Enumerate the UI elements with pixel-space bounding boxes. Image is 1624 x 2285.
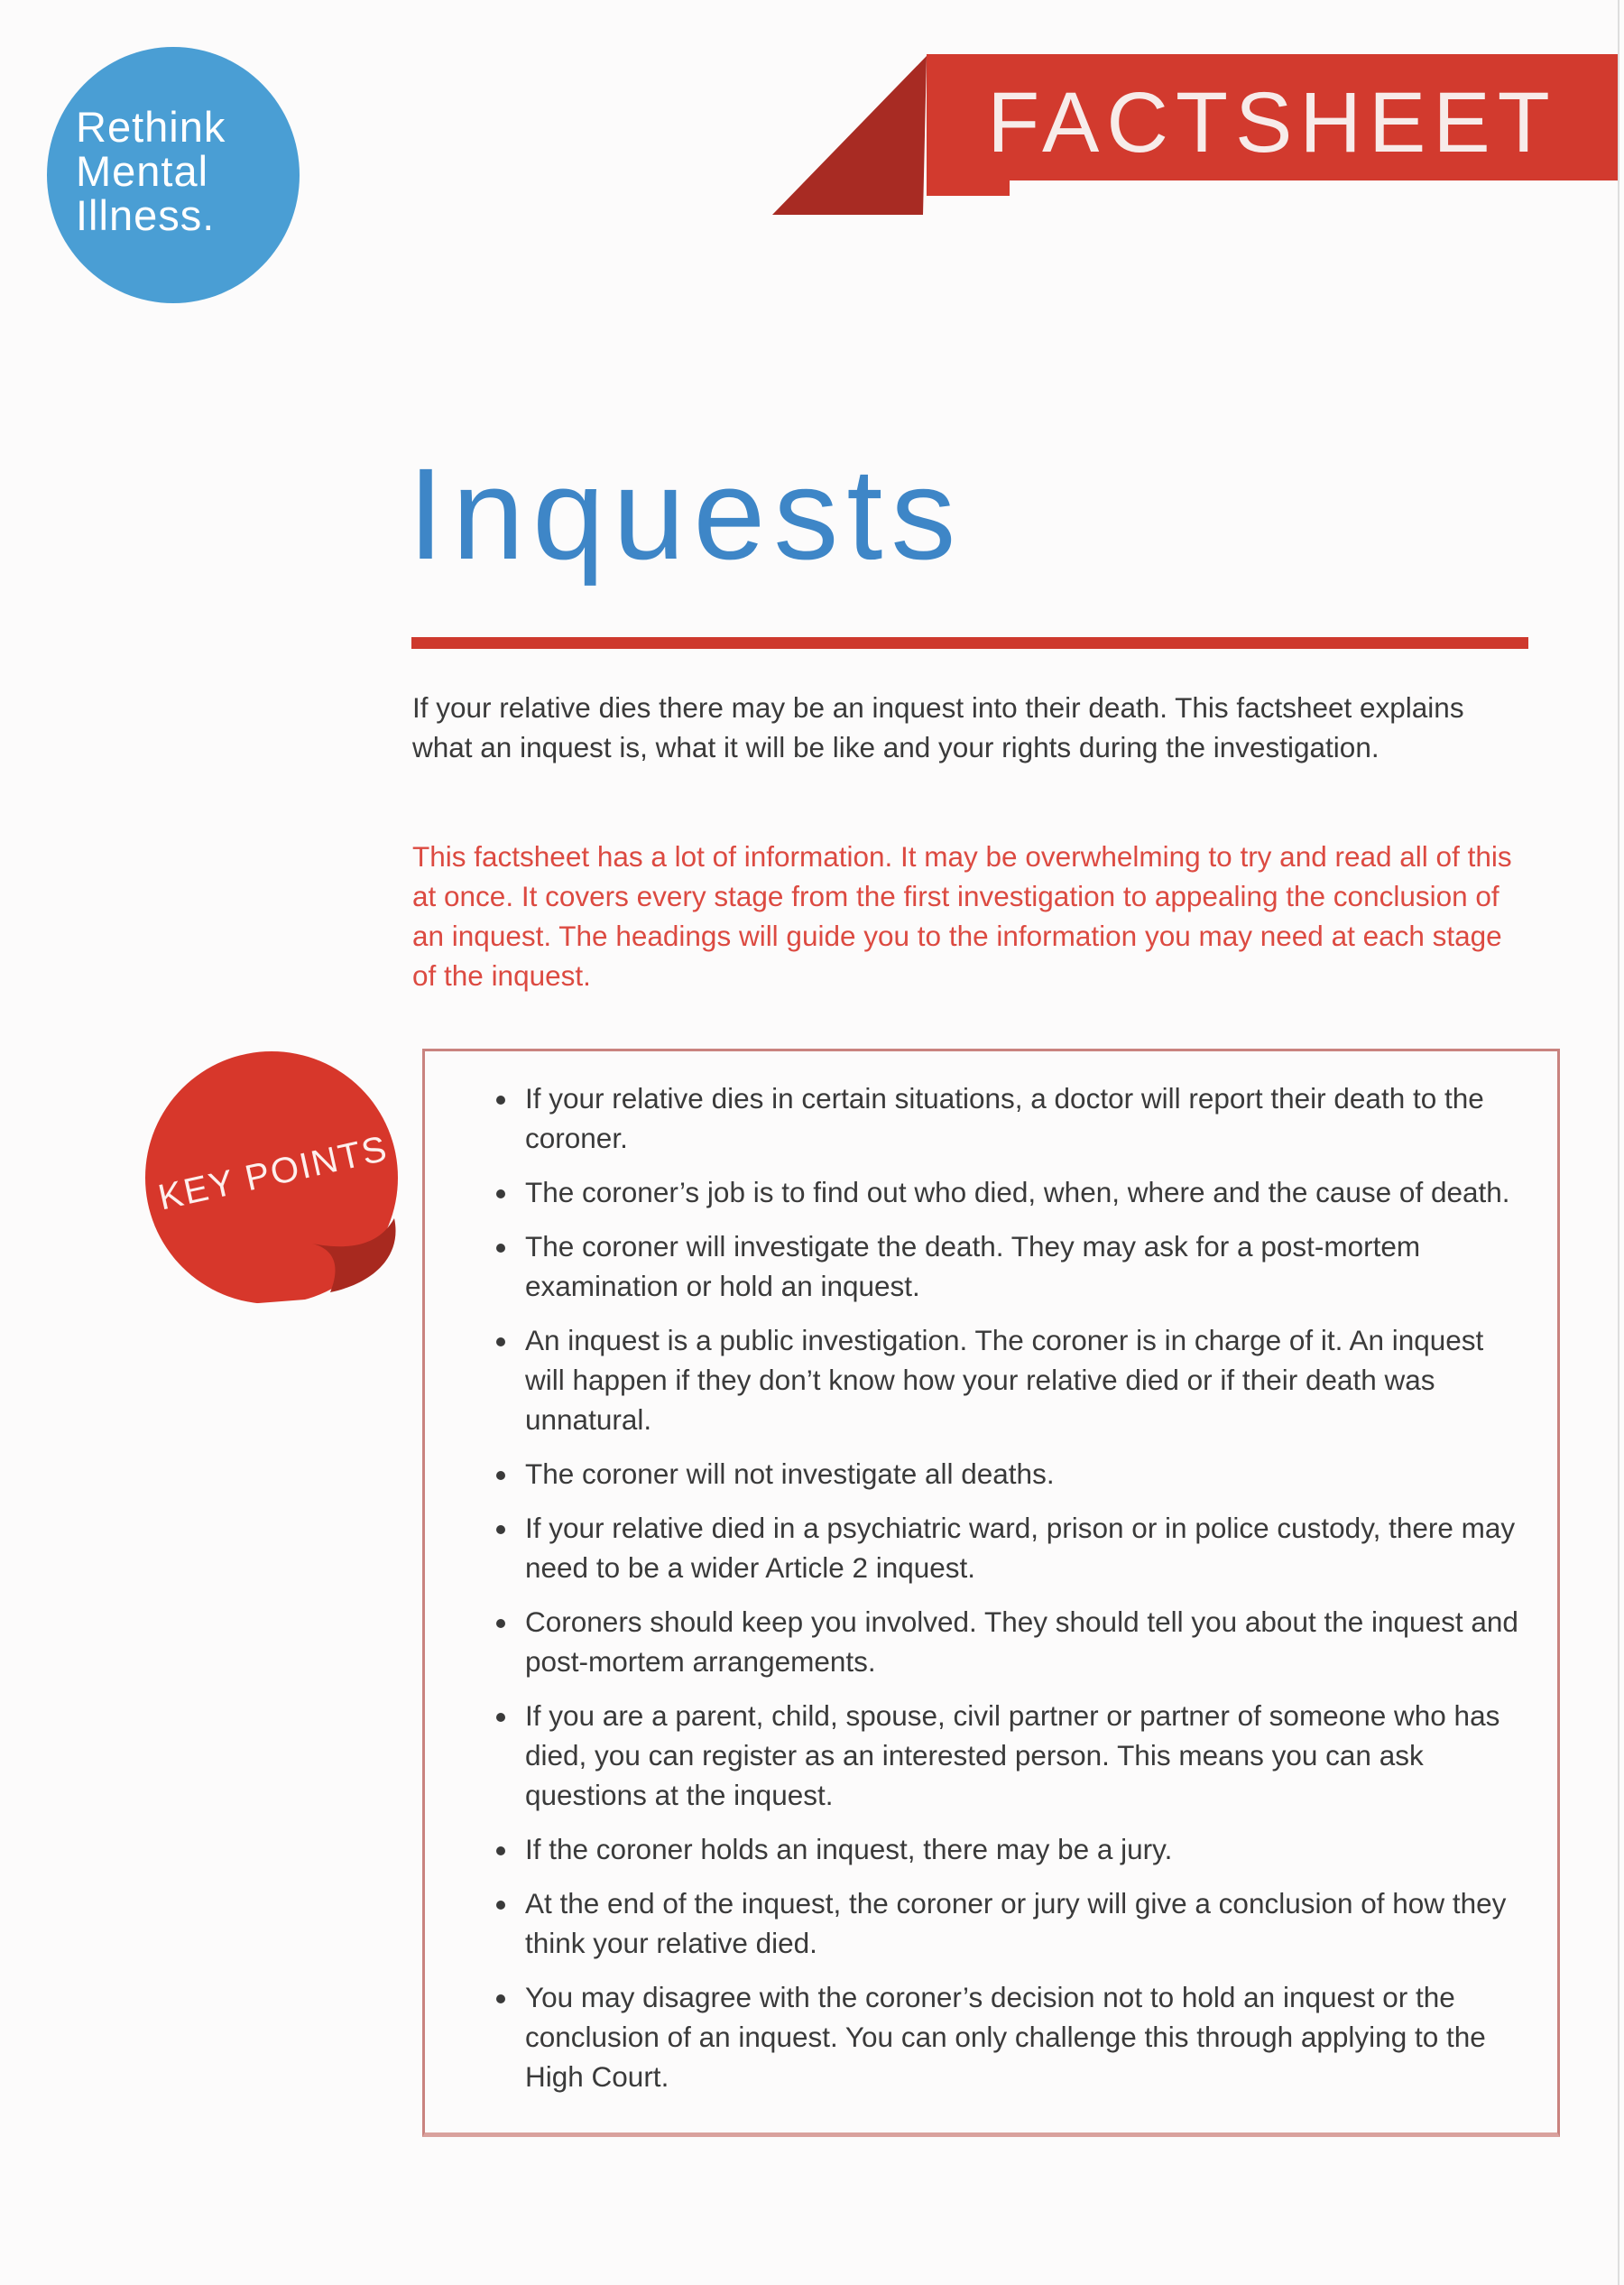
rethink-logo — [47, 47, 300, 303]
key-point-item: • The coroner will investigate the death. They may ask for a post-mortem examination or hold an inquest. — [520, 1226, 1527, 1306]
logo-line-1: Rethink — [76, 103, 226, 151]
key-points-box — [422, 1049, 1560, 2137]
ribbon-fold-triangle — [772, 56, 927, 215]
intro-paragraph: If your relative dies there may be an inquest into their death. This factsheet explains what an inquest is, what it will be like and your rights during the investigation. — [412, 691, 1464, 763]
key-point-item: • If the coroner holds an inquest, there may be a jury. — [520, 1829, 1527, 1869]
notice-paragraph: This factsheet has a lot of information. It may be overwhelming to try and read all of this at once. It covers every stage from the first investigation to appealing the conclusion of an inquest. The headings will guide you to the information you may need at each stage of the inquest. — [412, 840, 1512, 992]
key-point-item: • If you are a parent, child, spouse, civil partner or partner of someone who has died, you can register as an interested person. This means you can ask questions at the inquest. — [520, 1696, 1527, 1815]
key-point-item: • If your relative dies in certain situations, a doctor will report their death to the coroner. — [520, 1078, 1527, 1158]
key-point-item: • The coroner will not investigate all deaths. — [520, 1454, 1527, 1494]
title-underline-rule — [411, 637, 1528, 649]
key-points-list — [425, 1078, 1527, 2096]
rethink-logo-wordmark — [76, 105, 226, 237]
key-point-item: • You may disagree with the coroner’s decision not to hold an inquest or the conclusion of an inquest. You can only challenge this through applying to the High Court. — [520, 1977, 1527, 2096]
logo-line-2: Mental — [76, 147, 209, 195]
key-points-badge-label: KEY POINTS — [154, 1128, 392, 1218]
page-title: Inquests — [408, 441, 964, 587]
key-point-item: • If your relative died in a psychiatric ward, prison or in police custody, there may need to be a wider Article 2 inquest. — [520, 1508, 1527, 1587]
key-point-item: • At the end of the inquest, the coroner or jury will give a conclusion of how they think your relative died. — [520, 1883, 1527, 1963]
key-point-item: • The coroner’s job is to find out who died, when, where and the cause of death. — [520, 1172, 1527, 1212]
logo-line-3: Illness. — [76, 191, 216, 239]
key-point-item: • An inquest is a public investigation. The coroner is in charge of it. An inquest will happen if they don’t know how your relative died or if their death was unnatural. — [520, 1320, 1527, 1439]
factsheet-banner-label: FACTSHEET — [987, 74, 1557, 171]
page-edge-divider — [1618, 0, 1619, 2285]
key-point-item: • Coroners should keep you involved. They should tell you about the inquest and post-mortem arrangements. — [520, 1602, 1527, 1681]
